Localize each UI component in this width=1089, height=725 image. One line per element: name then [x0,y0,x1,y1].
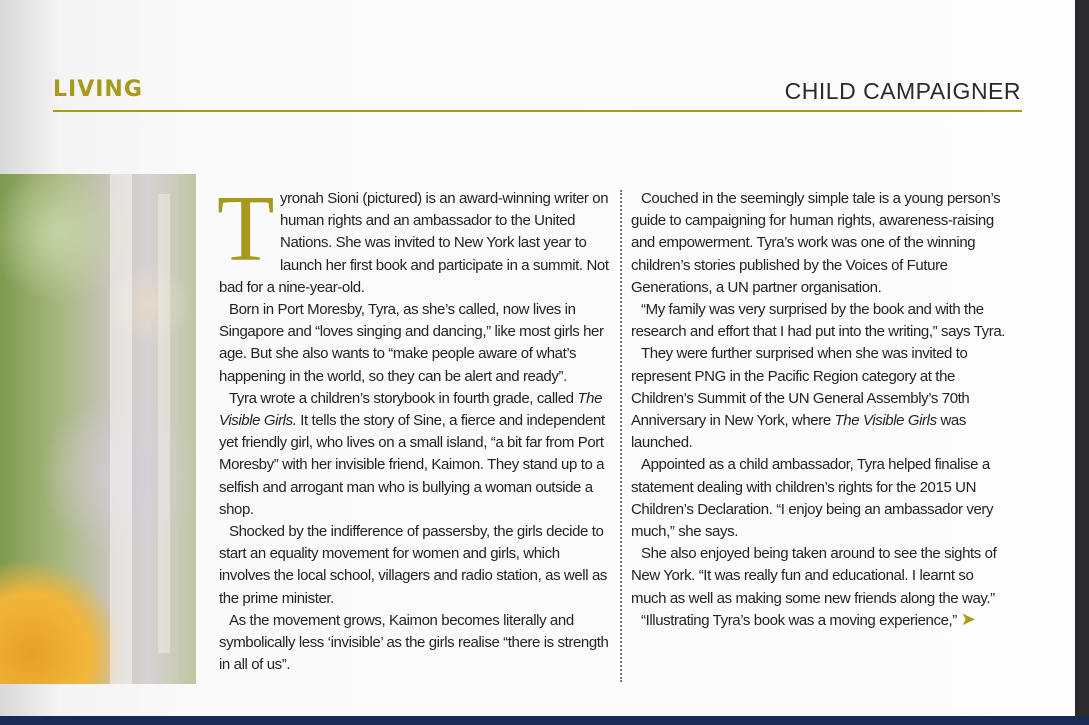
arrow-right-icon: ➤ [960,608,976,629]
article-paragraph: She also enjoyed being taken around to see the sights of New York. “It was really fun and educational. I learnt so much as well as making some new friends along the way.” [631,545,997,607]
drop-cap: T [217,177,275,281]
paragraph-text: was launched. [631,412,966,452]
paragraph-text: “Illustrating Tyra’s book was a moving experience,” [641,611,957,629]
article-paragraph: “My family was very surprised by the book and with the research and effort that I had put into the writing,” says Tyra. [631,301,1006,341]
article-paragraph: Shocked by the indifference of passersby, the girls decide to start an equality movement for women and girls, which involves the local school, villagers and radio station, as well as the prime minister. [219,523,607,607]
article-paragraph: Couched in the seemingly simple tale is a young person’s guide to campaigning for human rights, awareness-raising and empowerment. Tyra’s work was one of the winning children’s stories published by the Voices of Future Generations, a UN partner organisation. [631,190,1001,296]
article-paragraph: As the movement grows, Kaimon becomes literally and symbolically less ‘invisible’ as the girls realise “there is strength in all of us”. [219,611,609,674]
photo-highlight [110,174,132,684]
article-paragraph [631,610,1011,632]
section-title: CHILD CAMPAIGNER [784,78,1021,104]
article-paragraph [219,388,611,521]
lead-text: yronah Sioni (pictured) is an award-winning writer on human rights and an ambassador to the United Nations. She was invited to New York last year to launch her first book and participate in a summit. Not bad for a nine-year-old. [219,190,609,296]
article-column-right [631,188,1011,632]
article-photo [0,174,196,684]
article-paragraph: Born in Port Moresby, Tyra, as she’s called, now lives in Singapore and “loves singing and dancing,” like most girls her age. But she also wants to “make people aware of what’s happening in the world, so they can be alert and ready”. [219,301,604,385]
book-title: The Visible Girls [834,412,937,430]
book-title: The Visible Girls. [219,389,603,430]
page-right-edge [1075,0,1089,725]
page-bottom-band [0,716,1089,725]
paragraph-text: They were further surprised when she was invited to represent PNG in the Pacific Region category at the Children’s Summit of the UN General Assembly’s 70th Anniversary in New York, where [631,345,970,430]
article-paragraph: Appointed as a child ambassador, Tyra helped finalise a statement dealing with children’s rights for the 2015 UN Children’s Declaration. “I enjoy being an ambassador very much,” she says. [631,456,994,541]
column-divider [620,190,622,682]
header-rule [53,110,1022,112]
article-paragraph [631,343,1011,454]
paragraph-text: It tells the story of Sine, a fierce and independent yet friendly girl, who lives on a small island, “a bit far from Port Moresby” with her invisible friend, Kaimon. They stand up to a selfish and arrogant man who is bullying a woman outside a shop. [219,412,605,518]
article-column-left [217,177,611,676]
photo-highlight [158,194,170,653]
paragraph-text: Tyra wrote a children’s storybook in fourth grade, called [229,389,578,407]
section-label: LIVING [53,77,143,102]
article-paragraph [217,177,611,299]
